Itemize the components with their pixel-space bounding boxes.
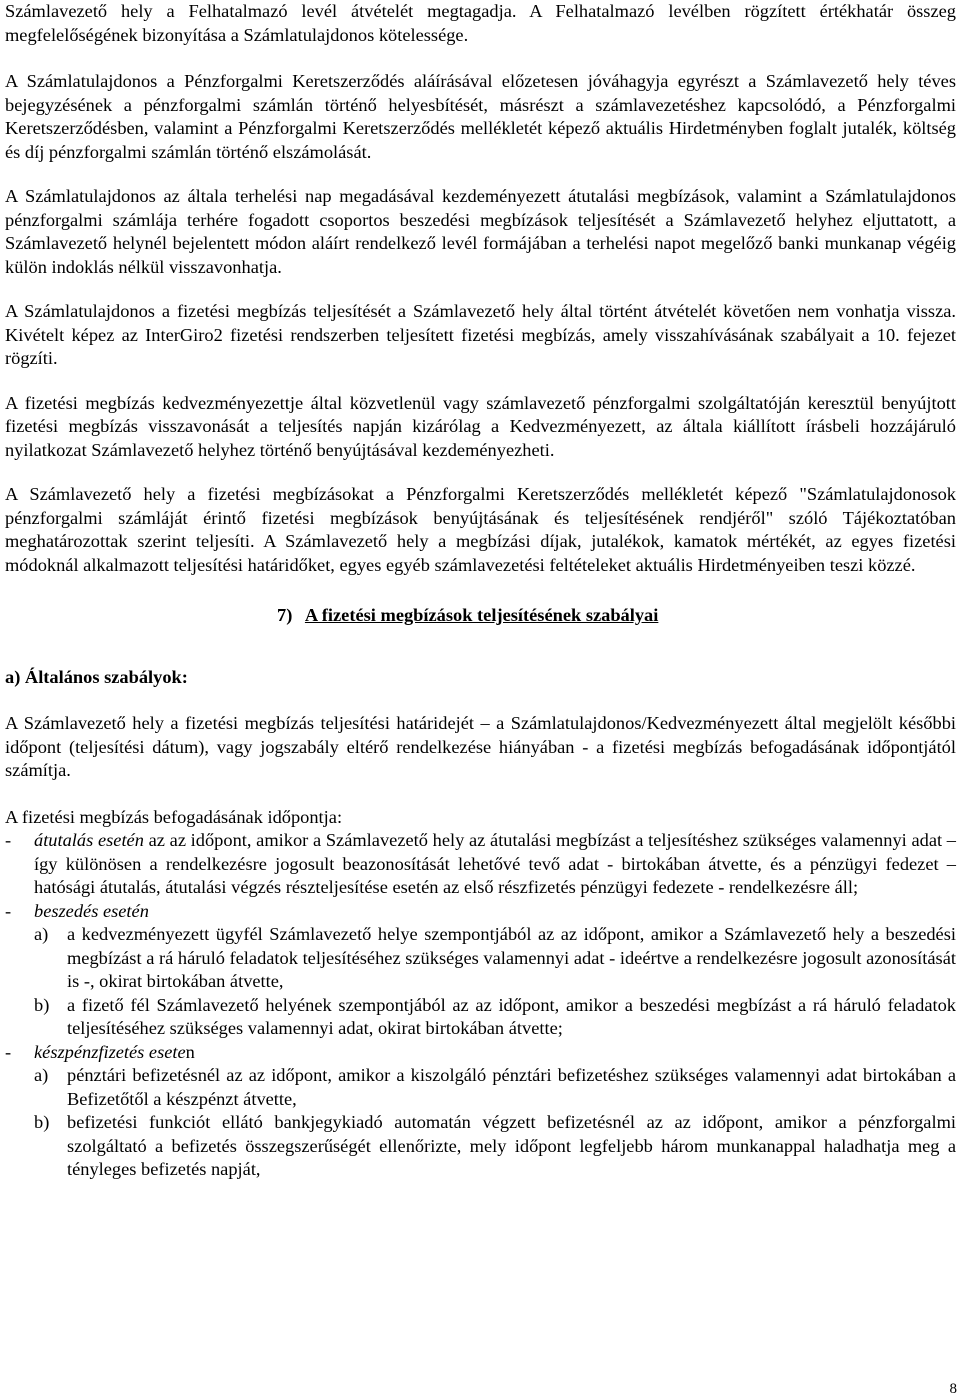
subsection-heading: a) Általános szabályok: [5, 666, 188, 687]
subitem-marker: b) [34, 994, 50, 1015]
paragraph-acceptance-time: A fizetési megbízás befogadásának időpontja: [5, 806, 343, 827]
list-term: készpénzfizetés esete [34, 1041, 186, 1062]
list-subitem [5, 994, 956, 1041]
list-item-transfer [5, 829, 956, 900]
list-item-collection [5, 900, 956, 924]
list-dash: - [5, 900, 12, 921]
list-subitem [5, 1111, 956, 1182]
paragraph-no-revocation: A Számlatulajdonos a fizetési megbízás teljesítését a Számlavezető hely által történt átvételét követően nem vonhatja vissza. Kivételt képez az InterGiro2 fizetési rendszerben teljesített fizetési megbízás, amely visszahívásának szabályait a 10. fejezet rögzíti. [5, 301, 956, 368]
subitem-marker: a) [34, 1065, 49, 1085]
page-number: 8 [949, 1381, 957, 1397]
subitem-marker: a) [34, 924, 49, 944]
paragraph-execution-rules: A Számlavezető hely a fizetési megbízásokat a Pénzforgalmi Keretszerződés mellékletét képező "Számlatulajdonosok pénzforgalmi számláját érintő fizetési megbízások benyújtásának és teljesítésének rendjéről" szóló Tájékoztatóban meghatározottak szerint teljesíti. A Számlavezető hely a megbízási díjak, jutalékok, kamatok mértékét, az egyes fizetési módoknál alkalmazott teljesítési határidőket, egyes egyéb számlavezetési feltételeket aktuális Hirdetményeiben teszi közzé. [5, 484, 956, 575]
acceptance-time-list [5, 829, 956, 1182]
list-text: az az időpont, amikor a Számlavezető hely az átutalási megbízást a teljesítéshez szükséges valamennyi adat – így különösen a rendelkezésre jogosult beazonosítását lehetővé tevő adat - birtokában átvette, és a pénzügyi fedezet – hatósági átutalás, átutalási végzés részteljesítése esetén az első részfizetés pénzügyi fedezete - rendelkezésre áll; [34, 830, 956, 897]
subitem-marker: b) [34, 1112, 50, 1132]
list-term: átutalás esetén [34, 830, 144, 850]
section-title: A fizetési megbízások teljesítésének szabályai [304, 605, 659, 625]
list-term-tail: n [185, 1041, 195, 1062]
paragraph-beneficiary-revocation: A fizetési megbízás kedvezményezettje által közvetlenül vagy számlavezető pénzforgalmi szolgáltatóján keresztül benyújtott fizetési megbízás visszavonását a teljesítés napján kizárólag a Kedvezményezett, az általa kiállított írásbeli hozzájáruló nyilatkozat Számlavezető helyhez történő benyújtásával kezdeményezheti. [5, 392, 956, 460]
subitem-text: befizetési funkciót ellátó bankjegykiadó automatán végzett befizetésnél az az időpont, amikor a pénzforgalmi szolgáltató a befizetés összegszerűségét ellenőrizte, mely időpont legfeljebb három munkanappal haladhatja meg a tényleges befizetés napját, [67, 1112, 956, 1179]
paragraph-signing-authority: Számlavezető hely a Felhatalmazó levél átvételét megtagadja. A Felhatalmazó levélben rögzített értékhatár összeg megfelelőségének bizonyítása a Számlatulajdonos kötelessége. [5, 1, 956, 45]
document-body [5, 0, 956, 1182]
section-heading [5, 604, 956, 628]
section-number: 7) [277, 605, 293, 625]
list-dash: - [5, 830, 12, 850]
list-term: beszedés esetén [34, 900, 149, 921]
list-dash: - [5, 1041, 12, 1062]
list-subitem [5, 923, 956, 994]
list-subitem [5, 1064, 956, 1111]
list-item-cash-payment [5, 1041, 956, 1065]
subitem-text: a fizető fél Számlavezető helyének szempontjából az az időpont, amikor a beszedési megbízást a rá háruló feladatok teljesítéséhez szükséges valamennyi adat, okirat birtokában átvette; [67, 994, 956, 1038]
paragraph-deadline: A Számlavezető hely a fizetési megbízás teljesítési határidejét – a Számlatulajdonos/Kedvezményezett által megjelölt későbbi időpont (teljesítési dátum), vagy jogszabály eltérő rendelkezése hiányában - a fizetési megbízás befogadásának időpontjától számítja. [5, 713, 956, 780]
subitem-text: pénztári befizetésnél az az időpont, amikor a kiszolgáló pénztári befizetéshez szükséges valamennyi adat birtokában a Befizetőtől a készpénzt átvette, [67, 1065, 956, 1109]
paragraph-prior-approval: A Számlatulajdonos a Pénzforgalmi Keretszerződés aláírásával előzetesen jóváhagyja egyrészt a Számlavezető hely téves bejegyzésének a pénzforgalmi számlán történő helyesbítését, másrészt a számlavezetéshez kapcsolódó, a Pénzforgalmi Keretszerződésben, valamint a Pénzforgalmi Keretszerződés mellékletét képező aktuális Hirdetményben foglalt jutalék, költség és díj pénzforgalmi számlán történő elszámolását. [5, 71, 956, 162]
subitem-text: a kedvezményezett ügyfél Számlavezető helye szempontjából az az időpont, amikor a Számlavezető hely a beszedési megbízást a rá háruló feladatok teljesítéséhez szükséges valamennyi adat - ideértve a rendelkezésre jogosult azonosítását is -, okirat birtokában átvette, [67, 924, 956, 991]
paragraph-revocation: A Számlatulajdonos az általa terhelési nap megadásával kezdeményezett átutalási megbízások, valamint a Számlatulajdonos pénzforgalmi számlája terhére fogadott csoportos beszedési megbízások teljesítését a Számlavezető helyhez eljuttatott, a Számlavezető helynél bejelentett módon aláírt rendelkező levél formájában a terhelési napot megelőző banki munkanap végéig külön indoklás nélkül visszavonhatja. [5, 186, 956, 277]
